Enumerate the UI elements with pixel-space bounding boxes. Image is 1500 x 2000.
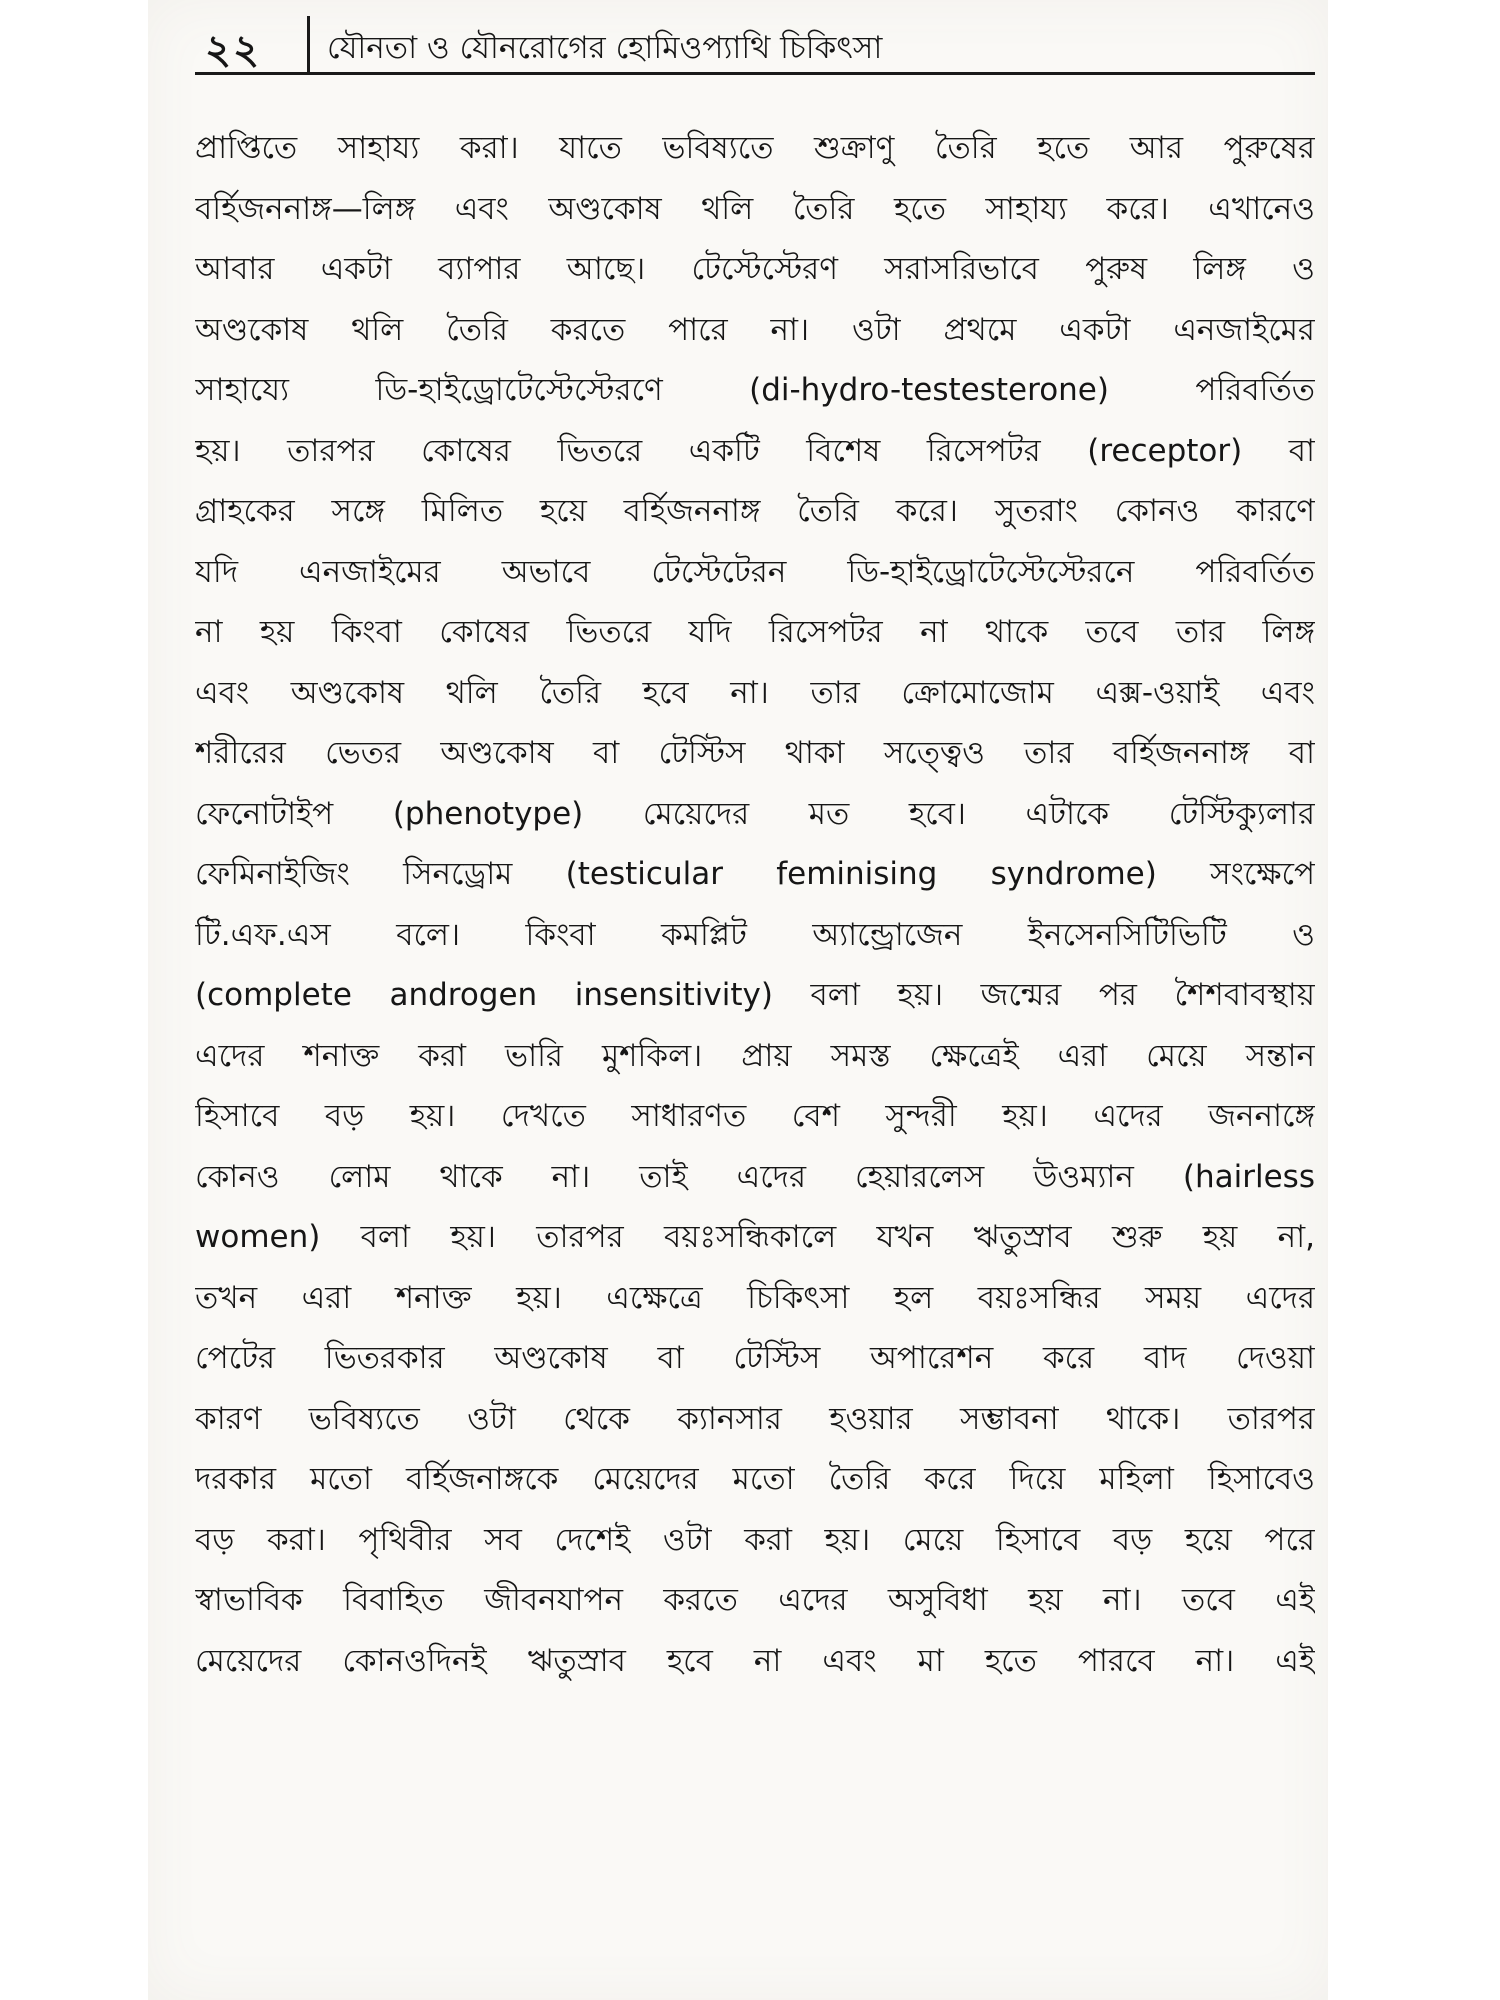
text-line: এবং অণ্ডকোষ থলি তৈরি হবে না। তার ক্রোমোজোম এক্স-ওয়াই এবং [195,674,1315,711]
text-line: প্রাপ্তিতে সাহায্য করা। যাতে ভবিষ্যতে শুক্রাণু তৈরি হতে আর পুরুষের [195,130,1315,166]
text-line: স্বাভাবিক বিবাহিত জীবনযাপন করতে এদের অসুবিধা হয় না। তবে এই [195,1582,1315,1618]
text-line: women) বলা হয়। তারপর বয়ঃসন্ধিকালে যখন ঋতুস্রাব শুরু হয় না, [195,1219,1315,1255]
text-line: ফেমিনাইজিং সিনড্রোম (testicular feminising syndrome) সংক্ষেপে [195,856,1315,892]
text-line: কারণ ভবিষ্যতে ওটা থেকে ক্যানসার হওয়ার সম্ভাবনা থাকে। তারপর [195,1400,1315,1437]
text-line: পেটের ভিতরকার অণ্ডকোষ বা টেস্টিস অপারেশন করে বাদ দেওয়া [195,1340,1315,1376]
text-line: অণ্ডকোষ থলি তৈরি করতে পারে না। ওটা প্রথমে একটা এনজাইমের [195,311,1315,348]
text-line: বর্হিজননাঙ্গ—লিঙ্গ এবং অণ্ডকোষ থলি তৈরি হতে সাহায্য করে। এখানেও [195,190,1315,227]
page-number: ২২ [205,26,262,73]
text-line: না হয় কিংবা কোষের ভিতরে যদি রিসেপটর না থাকে তবে তার লিঙ্গ [195,614,1315,650]
text-line: বড় করা। পৃথিবীর সব দেশেই ওটা করা হয়। মেয়ে হিসাবে বড় হয়ে পরে [195,1521,1315,1558]
text-line: কোনও লোম থাকে না। তাই এদের হেয়ারলেস উওম্যান (hairless [195,1158,1315,1195]
header-divider [307,16,310,72]
text-line: এদের শনাক্ত করা ভারি মুশকিল। প্রায় সমস্ত ক্ষেত্রেই এরা মেয়ে সন্তান [195,1037,1315,1074]
text-line: ফেনোটাইপ (phenotype) মেয়েদের মত হবে। এটাকে টেস্টিক্যুলার [195,795,1315,832]
text-line: সাহায্যে ডি-হাইড্রোটেস্টেস্টেরণে (di-hydro-testesterone) পরিবর্তিত [195,372,1315,408]
text-line: হিসাবে বড় হয়। দেখতে সাধারণত বেশ সুন্দরী হয়। এদের জননাঙ্গে [195,1098,1315,1134]
text-line: হয়। তারপর কোষের ভিতরে একটি বিশেষ রিসেপটর (receptor) বা [195,432,1315,469]
body-text [195,118,1315,1691]
text-line: আবার একটা ব্যাপার আছে। টেস্টেস্টেরণ সরাসরিভাবে পুরুষ লিঙ্গ ও [195,251,1315,287]
text-line: তখন এরা শনাক্ত হয়। এক্ষেত্রে চিকিৎসা হল বয়ঃসন্ধির সময় এদের [195,1279,1315,1316]
text-line: (complete androgen insensitivity) বলা হয়। জন্মের পর শৈশবাবস্থায় [195,977,1315,1013]
text-line: টি.এফ.এস বলে। কিংবা কমপ্লিট অ্যান্ড্রোজেন ইনসেনসিটিভিটি ও [195,916,1315,953]
text-line: শরীরের ভেতর অণ্ডকোষ বা টেস্টিস থাকা সত্ত্বেও তার বর্হিজননাঙ্গ বা [195,735,1315,771]
text-line: মেয়েদের কোনওদিনই ঋতুস্রাব হবে না এবং মা হতে পারবে না। এই [195,1642,1315,1679]
text-line: দরকার মতো বর্হিজনাঙ্গকে মেয়েদের মতো তৈরি করে দিয়ে মহিলা হিসাবেও [195,1461,1315,1497]
page-header [195,10,1315,75]
text-line: গ্রাহকের সঙ্গে মিলিত হয়ে বর্হিজননাঙ্গ তৈরি করে। সুতরাং কোনও কারণে [195,493,1315,529]
running-title: যৌনতা ও যৌনরোগের হোমিওপ্যাথি চিকিৎসা [327,30,883,66]
text-line: যদি এনজাইমের অভাবে টেস্টেটেরন ডি-হাইড্রোটেস্টেস্টেরনে পরিবর্তিত [195,553,1315,590]
